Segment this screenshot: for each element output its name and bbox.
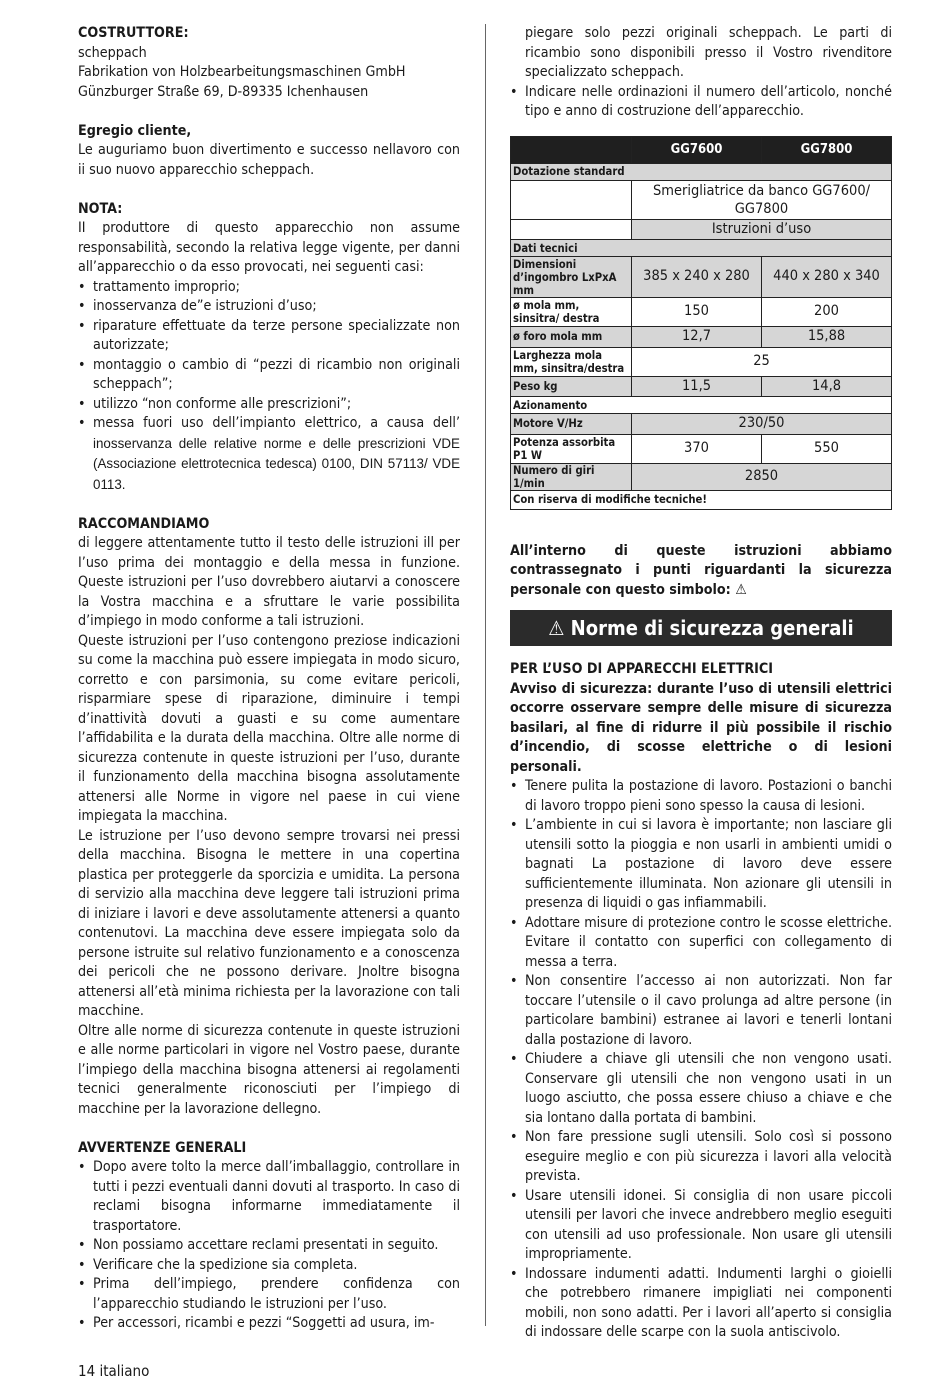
table-value-cell: 15,88 xyxy=(762,327,892,348)
warning-triangle-icon: ⚠ xyxy=(735,581,747,598)
table-label-cell: Potenza assorbita P1 W xyxy=(511,434,632,463)
table-row xyxy=(511,397,892,414)
table-row xyxy=(511,347,892,376)
table-label-cell: Motore V/Hz xyxy=(511,414,632,435)
list-item: • Non possiamo accettare reclami presentati in seguito. xyxy=(78,1236,460,1256)
list-item xyxy=(78,414,460,495)
page-footer: 14 italiano xyxy=(78,1362,150,1380)
table-label-cell: Peso kg xyxy=(511,376,632,397)
list-item: • Usare utensili idonei. Si consiglia di non usare piccoli utensili per lavori che invece andrebbero meglio eseguiti con utensili ad uso professionale. Non usare gli utensili impropriamente. xyxy=(510,1187,892,1265)
egregio-text: Le auguriamo buon divertimento e successo nellavoro con ii suo nuovo apparecchio scheppach. xyxy=(78,142,460,178)
continued-text: piegare solo pezzi originali scheppach. Le parti di ricambio sono disponibili presso il Vostro rivenditore specializzato scheppach. xyxy=(525,25,892,80)
table-value-cell: 440 x 280 x 340 xyxy=(762,257,892,298)
list-item: • Per accessori, ricambi e pezzi “Soggetti ad usura, im- xyxy=(78,1314,460,1334)
nota-list xyxy=(78,278,460,496)
list-item: • Adottare misure di protezione contro le scosse elettriche. Evitare il contatto con superfici con collegamento di messa a terra. xyxy=(510,914,892,973)
list-item-text-continued: inosservanza delle relative norme e delle prescrizioni VDE (Associazione elettrotecnica tedesca) 0100, DIN 57113/ VDE 0113. xyxy=(93,435,460,492)
table-value-cell: 200 xyxy=(762,298,892,327)
costruttore-heading: COSTRUTTORE: xyxy=(78,25,189,41)
table-value-cell: 11,5 xyxy=(632,376,762,397)
list-item: • Non consentire l’accesso ai non autorizzati. Non far toccare l’utensile o il cavo prolunga ad altre persone (in particolare bambini) estranee ai lavori e tenerli lontani dalla postazione di lavoro. xyxy=(510,972,892,1050)
table-row xyxy=(511,163,892,180)
table-row xyxy=(511,180,892,219)
table-value-cell: 14,8 xyxy=(762,376,892,397)
table-header-model: GG7800 xyxy=(762,136,892,163)
avviso-text: Avviso di sicurezza: durante l’uso di utensili elettrici occorre osservare sempre delle misure di sicurezza basilari, al fine di ridurre il più possibile il rischio d’incendio, di scosse elettriche o di lesioni personali. xyxy=(510,680,892,775)
table-value-cell: 550 xyxy=(762,434,892,463)
table-label-cell: Numero di giri 1/min xyxy=(511,463,632,490)
safety-list xyxy=(510,777,892,1343)
list-item: • Verificare che la spedizione sia completa. xyxy=(78,1256,460,1276)
section-banner-title: Norme di sicurezza generali xyxy=(570,616,854,640)
list-item: • trattamento improprio; xyxy=(78,278,460,298)
column-divider xyxy=(485,24,486,1326)
table-footnote: Con riserva di modifiche tecniche! xyxy=(511,490,892,509)
list-item: • Indossare indumenti adatti. Indumenti larghi o gioielli che potrebbero rimanere impigliati nei componenti mobili, non sono adatti. Per i lavori all’aperto si consiglia di indossare delle scarpe con la suola antiscivolo. xyxy=(510,1265,892,1343)
table-label-cell xyxy=(511,180,632,219)
table-row xyxy=(511,219,892,240)
table-row xyxy=(511,298,892,327)
symbol-note xyxy=(510,542,892,601)
paragraph: Oltre alle norme di sicurezza contenute in queste istruzioni e alle norme particolari in vigore nel Vostro paese, durante l’impiego della macchina bisogna attenersi ai regolamenti tecnici generalmente riconosciuti per l’impiego di macchine per la lavorazione dellegno. xyxy=(78,1022,460,1117)
list-item: • Non fare pressione sugli utensili. Solo così si possono eseguire meglio e con più sicurezza i lavori alla velocità prevista. xyxy=(510,1128,892,1187)
spec-table xyxy=(510,136,892,510)
table-label-cell: ø mola mm, sinsitra/ destra xyxy=(511,298,632,327)
table-value-cell: 2850 xyxy=(632,463,892,490)
costruttore-line: scheppach xyxy=(78,44,147,61)
table-row xyxy=(511,376,892,397)
list-item: • Chiudere a chiave gli utensili che non vengono usati. Conservare gli utensili che non vengono usati in un luogo asciutto, che possa essere chiuso a chiave e che sia lontano dalla portata di bambini. xyxy=(510,1050,892,1128)
list-item: • Dopo avere tolto la merce dall’imballaggio, controllare in tutti i pezzi eventuali danni dovuti al trasporto. In caso di reclami bisogna informarne immediatamente il trasportatore. xyxy=(78,1158,460,1236)
table-value-cell: Smerigliatrice da banco GG7600/ GG7800 xyxy=(632,180,892,219)
costruttore-line: Fabrikation von Holzbearbeitungsmaschinen GmbH xyxy=(78,64,406,80)
table-label-cell: Dimensioni d’ingombro LxPxA mm xyxy=(511,257,632,298)
list-item: • Prima dell’impiego, prendere confidenza con l’apparecchio studiando le istruzioni per l’uso. xyxy=(78,1275,460,1314)
list-item-text: messa fuori uso dell’impianto elettrico, a causa dell’ xyxy=(93,415,460,431)
table-row xyxy=(511,490,892,509)
list-item: • utilizzo “non conforme alle prescrizioni”; xyxy=(78,395,460,415)
nota-heading: NOTA: xyxy=(78,200,123,217)
table-value-cell: 230/50 xyxy=(632,414,892,435)
nota-text: II produttore di questo apparecchio non assume responsabilità, secondo la relativa legge vigente, per danni all’apparecchio o da esso provocati, nei seguenti casi: xyxy=(78,220,460,275)
table-header-blank xyxy=(511,136,632,163)
table-section-label: Dati tecnici xyxy=(511,240,892,257)
table-value-cell: Istruzioni d’uso xyxy=(632,219,892,240)
paragraph: Queste istruzioni per I’uso contengono preziose indicazioni su come la macchina può essere impiegata in modo sicuro, corretto e con parsimonia, su come evitare pericoli, risparmiare spese di riparazione, diminuire i tempi d’inattività dovuti a guasti e su come aumentare l’affidabilita e la durata della macchina. Oltre alle norme di sicurezza contenute in queste istruzioni per l’uso, durante il funzionamento della macchina bisogna assolutamente attenersi alle Norme in vigore nel paese in cui viene impiegata la macchina. xyxy=(78,632,460,824)
table-row xyxy=(511,240,892,257)
list-item: • L’ambiente in cui si lavora è importante; non lasciare gli utensili sotto la pioggia e non usarli in ambienti umidi o bagnati La postazione di lavoro deve essere sufficientemente illuminata. Non azionare gli utensili in presenza di liquidi o gas infiammabili. xyxy=(510,816,892,914)
table-row xyxy=(511,414,892,435)
list-item: • montaggio o cambio di “pezzi di ricambio non originali scheppach”; xyxy=(78,356,460,395)
table-row xyxy=(511,327,892,348)
egregio-heading: Egregio cliente, xyxy=(78,122,192,139)
list-item: • Indicare nelle ordinazioni il numero dell’articolo, nonché tipo e anno di costruzione dell’apparecchio. xyxy=(510,83,892,122)
avvertenze-heading: AVVERTENZE GENERALI xyxy=(78,1139,247,1156)
table-value-cell: 25 xyxy=(632,347,892,376)
continued-list xyxy=(510,83,892,122)
table-value-cell: 12,7 xyxy=(632,327,762,348)
table-section-label: Dotazione standard xyxy=(511,163,892,180)
uso-heading: PER L’USO DI APPARECCHI ELETTRICI xyxy=(510,661,774,677)
paragraph: Le istruzione per I’uso devono sempre trovarsi nei pressi della macchina. Bisogna le mettere in una copertina plastica per proteggerle da sporcizia e umidita. La persona di servizio alla macchina deve leggere tali istruzioni prima di iniziare i lavori e deve assolutamente attenersi a quanto contenutovi. La macchina deve essere impiegata solo da persone istruite sul relativo funzionamento e a conoscenza dei pericoli che ne possono derivare. Jnoltre bisogna attenersi all’età minima richiesta per la lavorazione con tali macchine. xyxy=(78,827,460,1019)
table-section-label: Azionamento xyxy=(511,397,892,414)
table-header-row xyxy=(511,136,892,163)
symbol-note-text: All’interno di queste istruzioni abbiamo contrassegnato i punti riguardanti la sicurezza personale con questo simbolo: xyxy=(510,542,892,598)
table-value-cell: 370 xyxy=(632,434,762,463)
list-item: • inosservanza de”e istruzioni d’uso; xyxy=(78,297,460,317)
right-column xyxy=(510,24,892,1343)
table-row xyxy=(511,434,892,463)
table-row xyxy=(511,463,892,490)
table-value-cell: 385 x 240 x 280 xyxy=(632,257,762,298)
section-banner xyxy=(510,610,892,646)
table-header-model: GG7600 xyxy=(632,136,762,163)
raccomandiamo-heading: RACCOMANDIAMO xyxy=(78,515,210,532)
table-label-cell: Larghezza mola mm, sinsitra/destra xyxy=(511,347,632,376)
list-item: • riparature effettuate da terze persone specializzate non autorizzate; xyxy=(78,317,460,356)
avvertenze-list xyxy=(78,1158,460,1334)
table-value-cell: 150 xyxy=(632,298,762,327)
list-item: • Tenere pulita la postazione di lavoro. Postazioni o banchi di lavoro troppo pieni sono spesso la causa di lesioni. xyxy=(510,777,892,816)
table-label-cell xyxy=(511,219,632,240)
table-label-cell: ø foro mola mm xyxy=(511,327,632,348)
costruttore-line: Günzburger Straße 69, D-89335 Ichenhausen xyxy=(78,83,369,100)
left-column xyxy=(78,24,460,1334)
paragraph: di leggere attentamente tutto il testo delle istruzioni ill per I’uso prima dei montaggio e della messa in funzione. Queste istruzioni per I’uso dovrebbero aiutarvi a conoscere la Vostra macchina e a sfruttare le varie possibilita d’impiego in modo conforme a tali istruzioni. xyxy=(78,535,460,629)
table-row xyxy=(511,257,892,298)
warning-triangle-icon: ⚠ xyxy=(548,616,565,640)
